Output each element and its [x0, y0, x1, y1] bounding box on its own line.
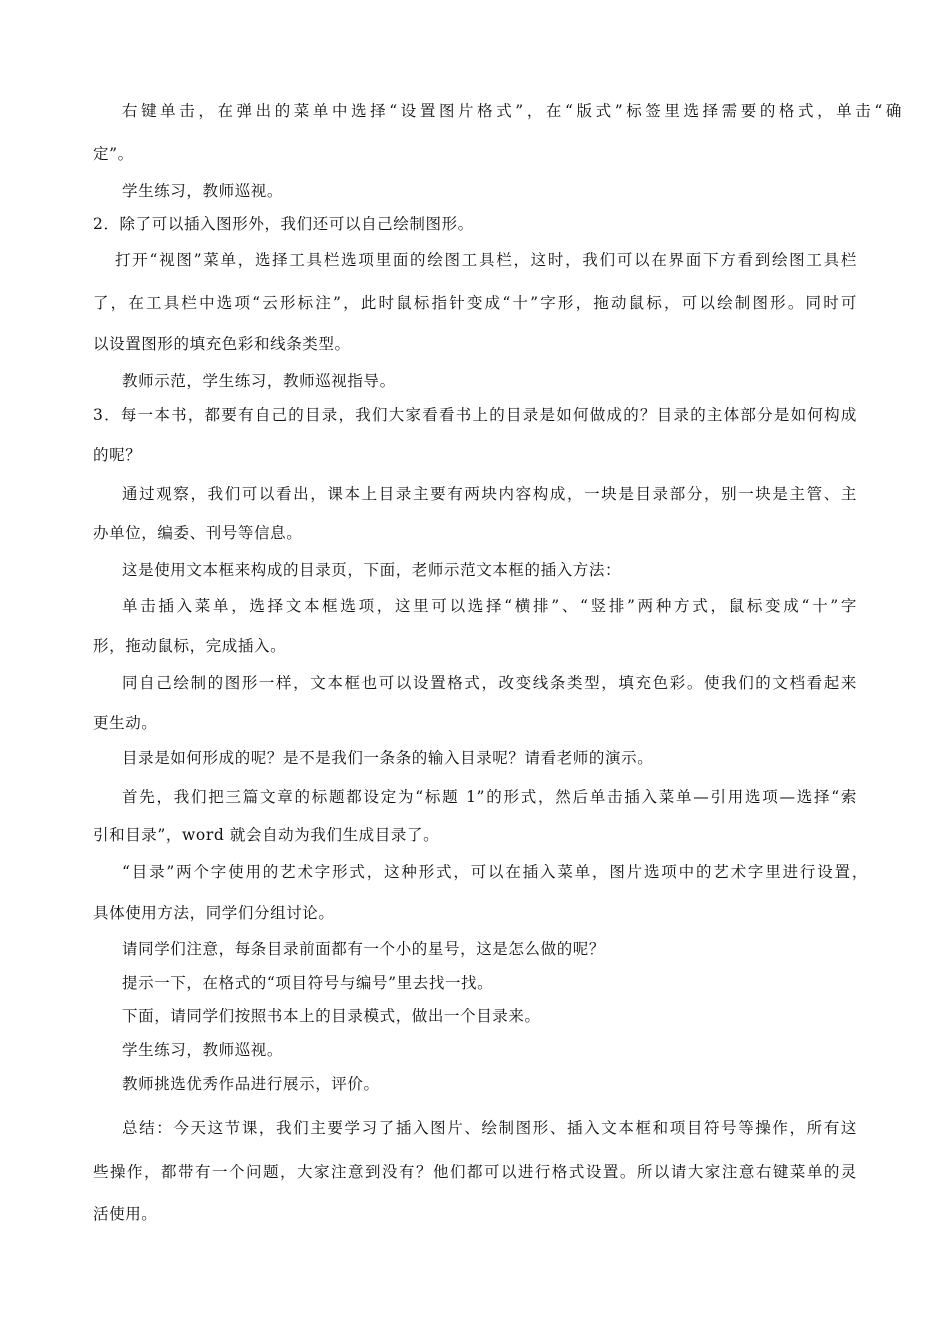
paragraph-line: 更生动。	[93, 714, 158, 732]
paragraph-line: 具体使用方法，同学们分组讨论。	[93, 904, 335, 922]
paragraph-line: 的呢？	[93, 446, 142, 464]
paragraph-line: 教师挑选优秀作品进行展示，评价。	[122, 1075, 380, 1093]
paragraph-line: 2．除了可以插入图形外，我们还可以自己绘制图形。	[93, 215, 474, 233]
paragraph-line: “目录”两个字使用的艺术字形式，这种形式，可以在插入菜单，图片选项中的艺术字里进行设置，	[122, 863, 868, 881]
paragraph-line: 活使用。	[93, 1205, 158, 1223]
paragraph-line: 下面，请同学们按照书本上的目录模式，做出一个目录来。	[122, 1007, 541, 1025]
paragraph-line: 教师示范，学生练习，教师巡视指导。	[122, 372, 396, 390]
paragraph-line: 总结：今天这节课，我们主要学习了插入图片、绘制图形、插入文本框和项目符号等操作，所有这	[122, 1119, 857, 1137]
paragraph-line: 目录是如何形成的呢？是不是我们一条条的输入目录呢？请看老师的演示。	[122, 749, 654, 767]
paragraph-line: 以设置图形的填充色彩和线条类型。	[93, 335, 351, 353]
paragraph-line: 学生练习，教师巡视。	[122, 182, 284, 200]
paragraph-line: 形，拖动鼠标，完成插入。	[93, 637, 287, 655]
paragraph-line: 提示一下，在格式的“项目符号与编号”里去找一找。	[122, 974, 494, 992]
paragraph-line: 定”。	[93, 145, 134, 163]
paragraph-line: 首先，我们把三篇文章的标题都设定为“标题 1”的形式，然后单击插入菜单—引用选项—选择“索	[122, 788, 857, 806]
paragraph-line: 引和目录”，word 就会自动为我们生成目录了。	[93, 826, 440, 844]
paragraph-line: 些操作，都带有一个问题，大家注意到没有？他们都可以进行格式设置。所以请大家注意右键菜单的灵	[93, 1163, 857, 1181]
paragraph-line: 3．每一本书，都要有自己的目录，我们大家看看书上的目录是如何做成的？目录的主体部分是如何构成	[93, 406, 857, 424]
paragraph-line: 办单位，编委、刊号等信息。	[93, 524, 303, 542]
paragraph-line: 单击插入菜单，选择文本框选项，这里可以选择“横排”、“竖排”两种方式，鼠标变成“十”字	[122, 597, 857, 615]
paragraph-line: 这是使用文本框来构成的目录页，下面，老师示范文本框的插入方法：	[122, 561, 622, 579]
paragraph-line: 学生练习，教师巡视。	[122, 1041, 284, 1059]
paragraph-line: 右键单击，在弹出的菜单中选择“设置图片格式”，在“版式”标签里选择需要的格式，单击“确	[122, 102, 902, 120]
paragraph-line: 通过观察，我们可以看出，课本上目录主要有两块内容构成，一块是目录部分，别一块是主管、主	[122, 485, 857, 503]
paragraph-line: 打开“视图”菜单，选择工具栏选项里面的绘图工具栏，这时，我们可以在界面下方看到绘图工具栏	[115, 251, 857, 269]
paragraph-line: 同自己绘制的图形一样，文本框也可以设置格式，改变线条类型，填充色彩。使我们的文档看起来	[122, 674, 857, 692]
paragraph-line: 请同学们注意，每条目录前面都有一个小的星号，这是怎么做的呢？	[122, 940, 606, 958]
paragraph-line: 了，在工具栏中选项“云形标注”，此时鼠标指针变成“十”字形，拖动鼠标，可以绘制图形。同时可	[93, 294, 857, 312]
